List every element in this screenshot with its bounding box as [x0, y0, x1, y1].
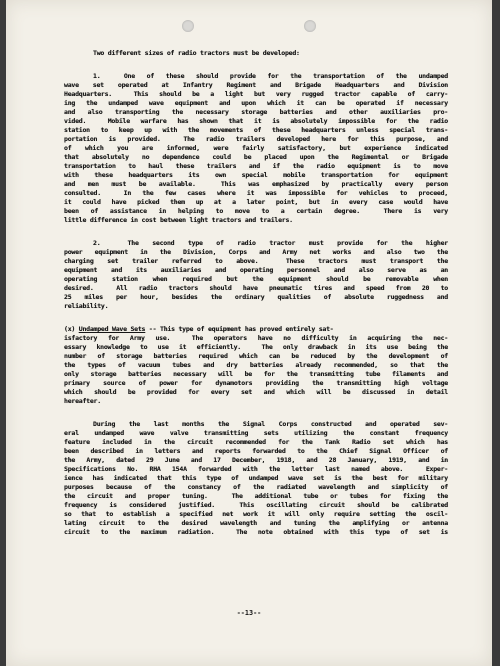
para1-line: it could have picked them up at a later point, but in every case would have	[64, 198, 448, 206]
para3-line: hereafter.	[64, 397, 101, 405]
para1-line: station to keep up with the movements of these headquarters unless special trans-	[64, 126, 448, 134]
para4-line: so that to establish a specified net work it will only require setting the oscil-	[64, 510, 448, 518]
para1-line: been of assistance in helping to move to a certain degree. There is very	[64, 207, 448, 215]
para4-line: the circuit and proper tuning. The additional tube or tubes for fixing the	[64, 492, 448, 500]
punch-hole-right	[304, 20, 316, 32]
para2-line: equipment and its auxiliaries and operating personnel and also serve as an	[64, 266, 448, 274]
para3-label: (x)	[64, 325, 76, 333]
para4-line: Specifications No. RHA 154A forwarded with the letter last named above. Exper-	[64, 465, 448, 473]
para1-line: little difference in cost between light tractors and trailers.	[64, 216, 293, 224]
para1-line: and men must be available. This was emphasized by practically every person	[64, 180, 448, 188]
para2-line: power equipment in the Division, Corps and Army net works and also two the	[64, 248, 448, 256]
para4-line: frequency is considered justified. This oscillating circuit should be calibrated	[64, 501, 448, 509]
para3-line: the types of vacuum tubes and dry batteries already recommended, so that the	[64, 361, 448, 369]
page-number: --13--	[236, 609, 262, 617]
para1-line: consulted. In the few cases where it was impossible for vehicles to proceed,	[64, 189, 448, 197]
para3-line: essary knowledge to use it efficiently. The only drawback in its use being the	[64, 343, 448, 351]
para1-line: ing the undamped wave equipment and upon which it can be operated if necessary	[64, 99, 448, 107]
para1-line: and also transporting the necessary storage batteries and other auxiliaries pro-	[64, 108, 448, 116]
para4-line: feature included in the circuit recommended for the Tank Radio set which has	[64, 438, 448, 446]
para1-line: portation is provided. The radio trailers developed here for this purpose, and	[64, 135, 448, 143]
para1-line: vided. Mobile warfare has shown that it is absolutely impossible for the radio	[64, 117, 448, 125]
para4-line: lating circuit to the desired wavelength and tuning the amplifying or antenna	[64, 519, 448, 527]
para4-line: been described in letters and reports forwarded to the Chief Signal Officer of	[64, 447, 448, 455]
document-page	[6, 0, 492, 666]
punch-hole-left	[182, 20, 194, 32]
para2-line: reliability.	[64, 302, 109, 310]
para4-line: the Army, dated 29 June and 17 December, 1918, and 28 January, 1919, and in	[64, 456, 448, 464]
para3-line: number of storage batteries required which can be reduced by the development of	[64, 352, 448, 360]
para4-line: purposes because of the constancy of the radiated wavelength and simplicity of	[64, 483, 448, 491]
para4-line: circuit to the maximum radiation. The note obtained with this type of set is	[64, 528, 448, 536]
para1-line: Headquarters. This should be a light but very rugged tractor capable of carry-	[64, 90, 448, 98]
para1-line: of which you are informed, were fairly satisfactory, but experience indicated	[64, 144, 448, 152]
section-heading: Two different sizes of radio tractors must be developed:	[93, 49, 300, 57]
para2-line: 2. The second type of radio tractor must provide for the higher	[93, 239, 448, 247]
para1-line: transportation to haul these trailers and if the radio equipment is to move	[64, 162, 448, 170]
para3-title: Undamped Wave Sets	[78, 325, 146, 333]
para4-line: eral undamped wave valve transmitting sets utilizing the constant frequency	[64, 429, 448, 437]
para3-line: isfactory for Army use. The operators have no difficulty in acquiring the nec-	[64, 334, 448, 342]
para1-line: 1. One of these should provide for the transportation of the undamped	[93, 72, 448, 80]
para2-line: 25 miles per hour, besides the ordinary qualities of absolute ruggedness and	[64, 293, 448, 301]
para2-line: desired. All radio tractors should have pneumatic tires and speed from 20 to	[64, 284, 448, 292]
para3-line: only storage batteries necessary will be for the transmitting tube filaments and	[64, 370, 448, 378]
para2-line: operating station when required but the equipment should be removable when	[64, 275, 448, 283]
para3-line: primary source of power for dynamotors providing the transmitting high voltage	[64, 379, 448, 387]
para1-line: with these headquarters its own special mobile transportation for equipment	[64, 171, 448, 179]
para4-line: During the last months the Signal Corps constructed and operated sev-	[93, 420, 448, 428]
para2-line: charging set trailer referred to above. These tractors must transport the	[64, 257, 448, 265]
para3-line: which should be provided for every set and which will be discussed in detail	[64, 388, 448, 396]
para3-first-line-rest: -- This type of equipment has proved entirely sat-	[145, 325, 334, 333]
para4-line: ience has indicated that this type of undamped wave set is the best for military	[64, 474, 448, 482]
para1-line: that absolutely no dependence could be placed upon the Regimental or Brigade	[64, 153, 448, 161]
para1-line: wave set operated at Infantry Regiment and Brigade Headquarters and Division	[64, 81, 448, 89]
para3-first-line	[64, 325, 334, 334]
